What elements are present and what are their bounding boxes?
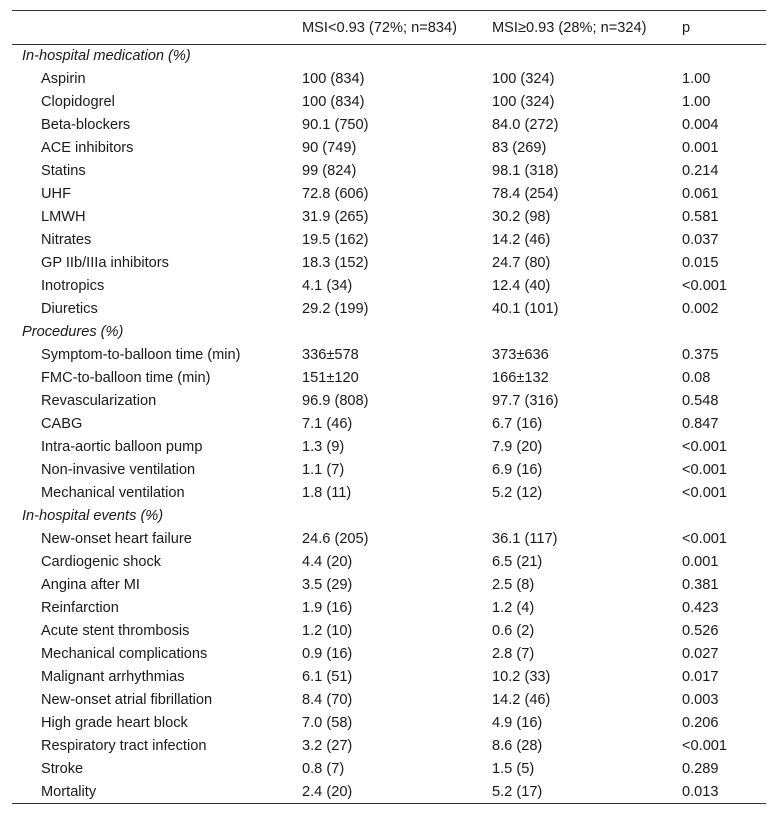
row-label: Cardiogenic shock xyxy=(41,554,162,570)
table-row xyxy=(12,298,766,321)
row-label: New-onset atrial fibrillation xyxy=(41,692,213,708)
cell-p-value: 1.00 xyxy=(682,94,711,110)
cell-msi-low: 3.2 (27) xyxy=(302,738,353,754)
header-blank xyxy=(12,11,302,45)
cell-p-value: 0.027 xyxy=(682,646,719,662)
cell-msi-high: 30.2 (98) xyxy=(492,209,551,225)
table-row xyxy=(12,229,766,252)
row-label: Revascularization xyxy=(41,393,157,409)
table-row xyxy=(12,367,766,390)
cell-p-value: 0.013 xyxy=(682,781,766,804)
table-row xyxy=(12,551,766,574)
cell-msi-high: 97.7 (316) xyxy=(492,393,559,409)
row-label: Angina after MI xyxy=(41,577,140,593)
cell-p-value: 0.001 xyxy=(682,554,719,570)
table-row xyxy=(12,528,766,551)
cell-msi-low: 2.4 (20) xyxy=(302,781,492,804)
table-row xyxy=(12,160,766,183)
cell-msi-low: 100 (834) xyxy=(302,94,365,110)
cell-msi-high: 1.2 (4) xyxy=(492,600,535,616)
cell-msi-low: 151±120 xyxy=(302,370,359,386)
cell-p-value: 0.375 xyxy=(682,347,719,363)
cell-p-value: 1.00 xyxy=(682,71,711,87)
cell-msi-low: 1.1 (7) xyxy=(302,462,345,478)
cell-msi-low: 7.0 (58) xyxy=(302,715,353,731)
table-row xyxy=(12,252,766,275)
cell-msi-low: 336±578 xyxy=(302,347,359,363)
row-label: Stroke xyxy=(41,761,84,777)
cell-p-value: 0.526 xyxy=(682,623,719,639)
row-label: Non-invasive ventilation xyxy=(41,462,196,478)
cell-msi-low: 1.2 (10) xyxy=(302,623,353,639)
cell-p-value: <0.001 xyxy=(682,531,728,547)
row-label: Malignant arrhythmias xyxy=(41,669,185,685)
row-label: CABG xyxy=(41,416,83,432)
row-label: Aspirin xyxy=(41,71,86,87)
row-label: Mortality xyxy=(12,781,302,804)
row-label: Inotropics xyxy=(41,278,105,294)
cell-msi-high: 7.9 (20) xyxy=(492,439,543,455)
cell-p-value: 0.017 xyxy=(682,669,719,685)
row-label: Mechanical ventilation xyxy=(41,485,185,501)
cell-msi-low: 24.6 (205) xyxy=(302,531,369,547)
cell-p-value: 0.037 xyxy=(682,232,719,248)
row-label: Symptom-to-balloon time (min) xyxy=(41,347,241,363)
table-row xyxy=(12,758,766,781)
table-body xyxy=(12,45,766,804)
cell-msi-high: 84.0 (272) xyxy=(492,117,559,133)
section-title: In-hospital events (%) xyxy=(22,508,164,524)
row-label: Acute stent thrombosis xyxy=(41,623,190,639)
cell-msi-high: 6.9 (16) xyxy=(492,462,543,478)
data-table xyxy=(12,10,766,804)
cell-msi-low: 18.3 (152) xyxy=(302,255,369,271)
cell-msi-low: 99 (824) xyxy=(302,163,357,179)
cell-msi-low: 31.9 (265) xyxy=(302,209,369,225)
header-p-value: p xyxy=(682,11,766,45)
cell-msi-low: 1.3 (9) xyxy=(302,439,345,455)
row-label: Diuretics xyxy=(41,301,98,317)
cell-msi-high: 2.5 (8) xyxy=(492,577,535,593)
row-label: Clopidogrel xyxy=(41,94,115,110)
header-row xyxy=(12,11,766,45)
cell-msi-high: 2.8 (7) xyxy=(492,646,535,662)
row-label: Reinfarction xyxy=(41,600,119,616)
cell-msi-low: 72.8 (606) xyxy=(302,186,369,202)
cell-p-value: 0.061 xyxy=(682,186,719,202)
cell-msi-low: 1.9 (16) xyxy=(302,600,353,616)
table-row xyxy=(12,137,766,160)
cell-p-value: 0.08 xyxy=(682,370,711,386)
table-row xyxy=(12,344,766,367)
cell-msi-high: 14.2 (46) xyxy=(492,692,551,708)
cell-msi-low: 100 (834) xyxy=(302,71,365,87)
cell-msi-high: 6.5 (21) xyxy=(492,554,543,570)
cell-p-value: 0.214 xyxy=(682,163,719,179)
cell-msi-high: 100 (324) xyxy=(492,94,555,110)
cell-msi-high: 14.2 (46) xyxy=(492,232,551,248)
cell-msi-high: 166±132 xyxy=(492,370,549,386)
cell-p-value: 0.381 xyxy=(682,577,719,593)
cell-msi-high: 24.7 (80) xyxy=(492,255,551,271)
cell-msi-high: 8.6 (28) xyxy=(492,738,543,754)
cell-msi-low: 29.2 (199) xyxy=(302,301,369,317)
cell-msi-high: 5.2 (17) xyxy=(492,781,682,804)
cell-msi-high: 6.7 (16) xyxy=(492,416,543,432)
cell-msi-low: 90.1 (750) xyxy=(302,117,369,133)
cell-msi-high: 100 (324) xyxy=(492,71,555,87)
cell-msi-high: 36.1 (117) xyxy=(492,531,558,547)
table-row xyxy=(12,436,766,459)
cell-msi-low: 1.8 (11) xyxy=(302,485,352,501)
header-msi-low: MSI<0.93 (72%; n=834) xyxy=(302,11,492,45)
table-row xyxy=(12,390,766,413)
cell-msi-high: 5.2 (12) xyxy=(492,485,543,501)
row-label: Mechanical complications xyxy=(41,646,208,662)
cell-msi-low: 0.8 (7) xyxy=(302,761,345,777)
table-row xyxy=(12,183,766,206)
row-label: High grade heart block xyxy=(41,715,188,731)
cell-msi-high: 40.1 (101) xyxy=(492,301,559,317)
cell-msi-low: 4.4 (20) xyxy=(302,554,353,570)
cell-p-value: <0.001 xyxy=(682,278,728,294)
cell-p-value: 0.001 xyxy=(682,140,719,156)
cell-p-value: 0.004 xyxy=(682,117,719,133)
table-row xyxy=(12,114,766,137)
cell-msi-low: 4.1 (34) xyxy=(302,278,353,294)
cell-msi-high: 1.5 (5) xyxy=(492,761,535,777)
row-label: Beta-blockers xyxy=(41,117,131,133)
table-container xyxy=(12,10,766,804)
cell-msi-high: 12.4 (40) xyxy=(492,278,551,294)
row-label: Nitrates xyxy=(41,232,92,248)
header-msi-high: MSI≥0.93 (28%; n=324) xyxy=(492,11,682,45)
cell-msi-high: 98.1 (318) xyxy=(492,163,559,179)
cell-msi-low: 90 (749) xyxy=(302,140,357,156)
cell-p-value: 0.581 xyxy=(682,209,719,225)
cell-p-value: <0.001 xyxy=(682,738,728,754)
table-row xyxy=(12,206,766,229)
cell-p-value: 0.289 xyxy=(682,761,719,777)
cell-msi-low: 8.4 (70) xyxy=(302,692,353,708)
cell-msi-low: 6.1 (51) xyxy=(302,669,353,685)
table-row xyxy=(12,781,766,804)
cell-msi-high: 0.6 (2) xyxy=(492,623,535,639)
section-title: In-hospital medication (%) xyxy=(22,48,191,65)
table-row xyxy=(12,597,766,620)
cell-p-value: <0.001 xyxy=(682,485,728,501)
cell-msi-high: 78.4 (254) xyxy=(492,186,559,202)
table-row xyxy=(12,275,766,298)
cell-p-value: 0.206 xyxy=(682,715,719,731)
row-label: UHF xyxy=(41,186,71,202)
row-label: FMC-to-balloon time (min) xyxy=(41,370,211,386)
cell-p-value: <0.001 xyxy=(682,462,728,478)
row-label: New-onset heart failure xyxy=(41,531,192,547)
section-header-row xyxy=(12,45,766,68)
cell-p-value: 0.847 xyxy=(682,416,719,432)
table-row xyxy=(12,413,766,436)
cell-msi-high: 373±636 xyxy=(492,347,549,363)
cell-msi-low: 3.5 (29) xyxy=(302,577,353,593)
row-label: Respiratory tract infection xyxy=(41,738,207,754)
cell-p-value: 0.423 xyxy=(682,600,719,616)
row-label: LMWH xyxy=(41,209,86,225)
table-row xyxy=(12,482,766,505)
table-row xyxy=(12,712,766,735)
table-row xyxy=(12,735,766,758)
cell-msi-high: 83 (269) xyxy=(492,140,547,156)
table-row xyxy=(12,459,766,482)
table-row xyxy=(12,68,766,91)
row-label: GP IIb/IIIa inhibitors xyxy=(41,255,169,271)
row-label: ACE inhibitors xyxy=(41,140,134,156)
cell-msi-low: 7.1 (46) xyxy=(302,416,353,432)
cell-msi-low: 0.9 (16) xyxy=(302,646,353,662)
table-row xyxy=(12,689,766,712)
section-title: Procedures (%) xyxy=(22,324,124,340)
cell-msi-high: 4.9 (16) xyxy=(492,715,543,731)
table-row xyxy=(12,574,766,597)
cell-msi-low: 96.9 (808) xyxy=(302,393,369,409)
cell-p-value: 0.015 xyxy=(682,255,719,271)
cell-p-value: 0.003 xyxy=(682,692,719,708)
table-row xyxy=(12,91,766,114)
section-header-row xyxy=(12,505,766,528)
cell-msi-low: 19.5 (162) xyxy=(302,232,369,248)
cell-p-value: 0.548 xyxy=(682,393,719,409)
row-label: Statins xyxy=(41,163,86,179)
cell-msi-high: 10.2 (33) xyxy=(492,669,551,685)
table-row xyxy=(12,620,766,643)
cell-p-value: 0.002 xyxy=(682,301,719,317)
table-row xyxy=(12,666,766,689)
table-row xyxy=(12,643,766,666)
section-header-row xyxy=(12,321,766,344)
row-label: Intra-aortic balloon pump xyxy=(41,439,203,455)
cell-p-value: <0.001 xyxy=(682,439,728,455)
